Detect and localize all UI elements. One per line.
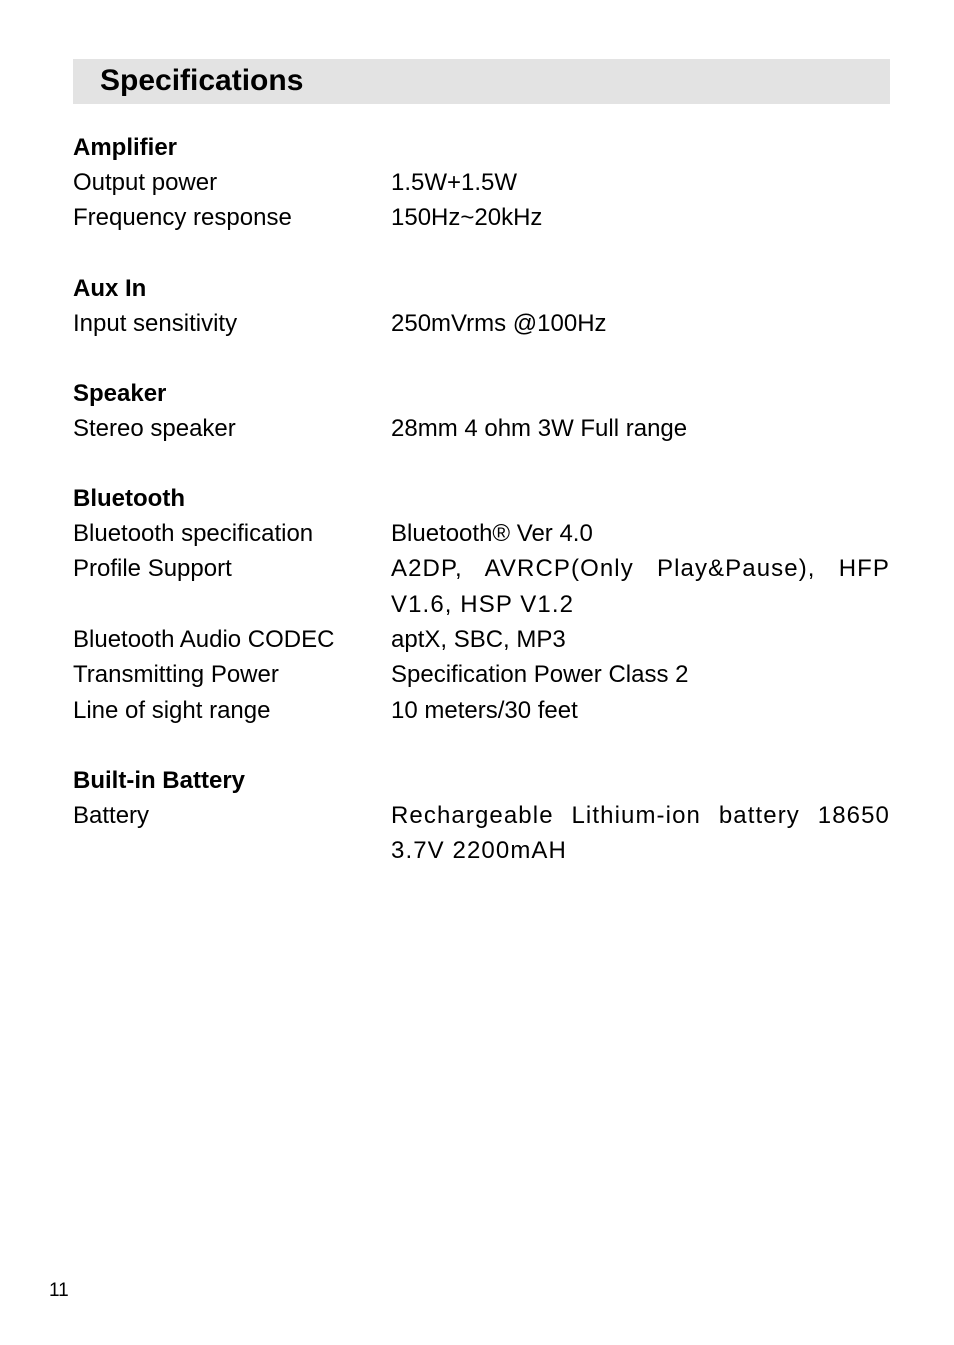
section-bluetooth	[73, 481, 890, 728]
spec-label: Transmitting Power	[73, 661, 279, 689]
section-heading: Built-in Battery	[73, 766, 246, 794]
section-amplifier	[73, 130, 890, 236]
spec-row	[73, 411, 890, 446]
specifications-list	[73, 130, 890, 904]
section-heading: Speaker	[73, 379, 167, 407]
spec-label: Stereo speaker	[73, 414, 236, 442]
spec-row	[73, 551, 890, 622]
section-heading: Bluetooth	[73, 485, 185, 513]
spec-value: 250mVrms @100Hz	[391, 309, 607, 337]
spec-value: Specification Power Class 2	[391, 661, 689, 689]
spec-row	[73, 657, 890, 692]
spec-label: Bluetooth Audio CODEC	[73, 626, 335, 654]
section-speaker	[73, 376, 890, 446]
spec-label: Line of sight range	[73, 696, 271, 724]
spec-value: 1.5W+1.5W	[391, 169, 518, 196]
spec-row	[73, 516, 890, 551]
spec-row	[73, 165, 890, 200]
spec-label: Input sensitivity	[73, 309, 238, 337]
section-heading: Amplifier	[73, 134, 178, 161]
spec-label: Output power	[73, 169, 218, 196]
section-built-in-battery	[73, 763, 890, 869]
spec-label: Battery	[73, 801, 150, 829]
spec-value: Rechargeable Lithium-ion battery 18650 3.7V 2200mAH	[391, 801, 890, 865]
spec-row	[73, 200, 890, 235]
spec-value: Bluetooth® Ver 4.0	[391, 520, 593, 548]
section-heading: Aux In	[73, 274, 147, 302]
spec-value: 28mm 4 ohm 3W Full range	[391, 414, 688, 442]
spec-label: Profile Support	[73, 555, 232, 583]
section-aux-in	[73, 271, 890, 341]
spec-label: Frequency response	[73, 204, 292, 232]
spec-row	[73, 306, 890, 341]
page-title: Specifications	[100, 64, 304, 97]
spec-row	[73, 693, 890, 728]
spec-value: 10 meters/30 feet	[391, 696, 578, 724]
spec-row	[73, 622, 890, 657]
spec-value: 150Hz~20kHz	[391, 204, 543, 232]
spec-value: aptX, SBC, MP3	[391, 626, 566, 654]
spec-label: Bluetooth specification	[73, 520, 314, 548]
page-number: 11	[49, 1280, 69, 1301]
spec-value: A2DP, AVRCP(Only Play&Pause), HFP V1.6, HSP V1.2	[391, 555, 890, 618]
title-bar	[73, 59, 890, 104]
spec-row	[73, 798, 890, 869]
